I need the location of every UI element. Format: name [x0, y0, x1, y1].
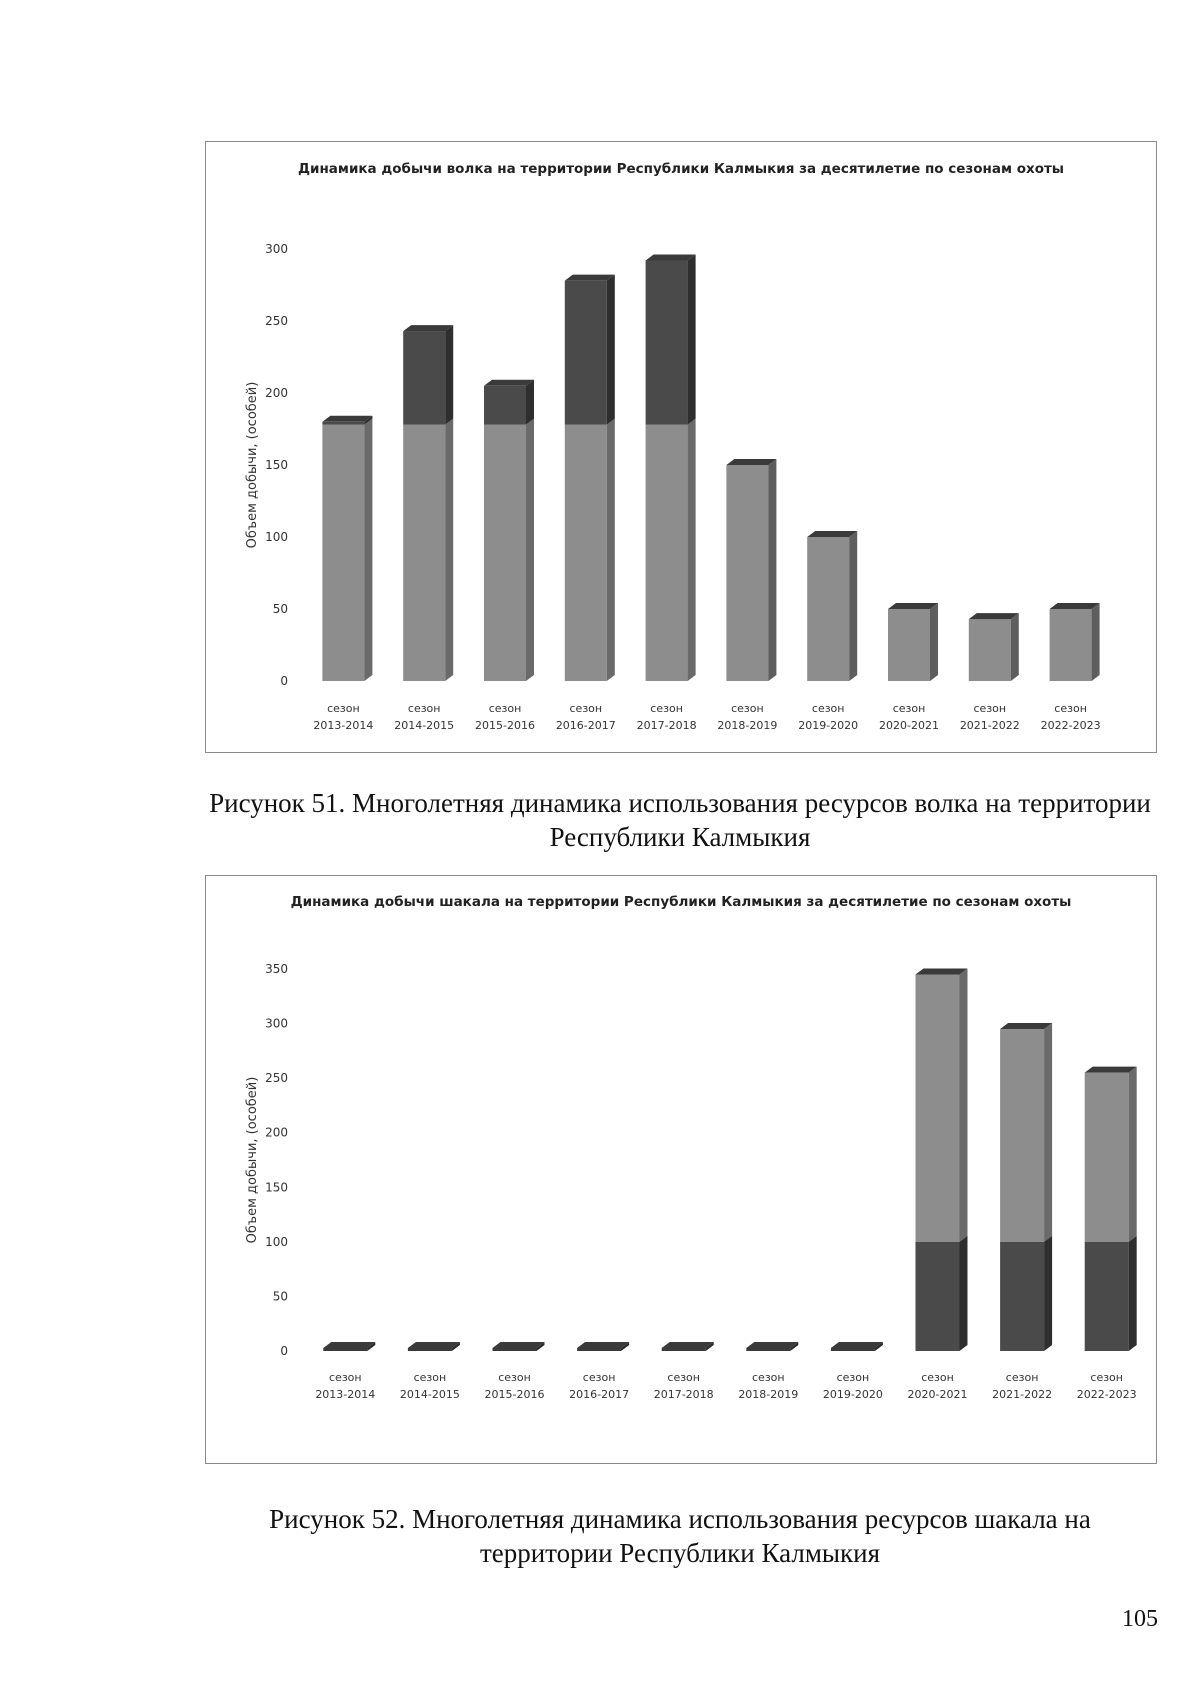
x-tick-label: 2015-2016 — [475, 719, 535, 732]
x-tick-label: 2018-2019 — [738, 1388, 799, 1401]
y-tick-label: 250 — [265, 314, 288, 328]
y-tick-label: 200 — [265, 1125, 288, 1140]
chart-title: Динамика добычи шакала на территории Республики Калмыкия за десятилетие по сезонам охоты — [290, 894, 1072, 910]
bar — [323, 1342, 375, 1351]
bar — [969, 613, 1019, 681]
x-tick-label: сезон — [582, 1371, 616, 1384]
wolf-harvest-chart — [205, 141, 1157, 753]
x-tick-label: сезон — [921, 1371, 954, 1384]
x-tick-label: сезон — [811, 702, 845, 715]
jackal-harvest-chart — [205, 875, 1157, 1464]
bar — [807, 531, 857, 681]
x-tick-label: 2020-2021 — [879, 719, 939, 732]
x-tick-label: сезон — [329, 1371, 362, 1384]
x-tick-label: 2017-2018 — [636, 719, 697, 732]
x-tick-label: сезон — [667, 1371, 700, 1384]
y-tick-label: 300 — [265, 242, 288, 256]
x-tick-label: сезон — [1005, 1371, 1039, 1384]
x-tick-label: 2016-2017 — [569, 1388, 630, 1401]
y-tick-label: 200 — [265, 386, 288, 400]
y-tick-label: 300 — [265, 1016, 288, 1031]
jackal-harvest-plot — [206, 876, 1156, 1463]
y-tick-label: 150 — [265, 1180, 288, 1195]
x-tick-label: сезон — [731, 702, 764, 715]
x-tick-label: 2016-2017 — [555, 719, 616, 732]
y-tick-label: 350 — [265, 962, 288, 976]
x-tick-label: 2014-2015 — [399, 1388, 460, 1401]
bar — [1050, 603, 1100, 681]
y-tick-label: 50 — [272, 1289, 288, 1304]
page-number: 105 — [1122, 1606, 1158, 1632]
bar — [403, 325, 453, 681]
bar — [565, 275, 615, 681]
x-tick-label: сезон — [327, 702, 360, 715]
bar — [493, 1342, 545, 1351]
x-tick-label: сезон — [973, 702, 1007, 715]
x-tick-label: сезон — [836, 1371, 870, 1384]
y-tick-label: 50 — [272, 602, 288, 616]
bar — [322, 416, 372, 681]
x-tick-label: 2019-2020 — [798, 719, 859, 732]
bar — [746, 1342, 798, 1351]
x-tick-label: сезон — [752, 1371, 785, 1384]
x-tick-label: сезон — [892, 702, 926, 715]
x-tick-label: 2017-2018 — [653, 1388, 714, 1401]
bar — [888, 603, 938, 681]
bar — [646, 255, 696, 681]
x-tick-label: сезон — [1090, 1371, 1123, 1384]
bar — [726, 459, 776, 681]
x-tick-label: сезон — [488, 702, 522, 715]
y-tick-label: 100 — [265, 530, 288, 544]
x-tick-label: 2013-2014 — [313, 719, 374, 732]
x-tick-label: 2015-2016 — [484, 1388, 545, 1401]
bar — [831, 1342, 883, 1351]
x-tick-label: 2019-2020 — [822, 1388, 883, 1401]
x-tick-label: сезон — [569, 702, 603, 715]
x-tick-label: сезон — [407, 702, 441, 715]
y-tick-label: 100 — [265, 1234, 288, 1249]
x-tick-label: 2018-2019 — [717, 719, 778, 732]
x-tick-label: сезон — [498, 1371, 531, 1384]
bar — [916, 968, 968, 1351]
bar — [408, 1342, 460, 1351]
x-tick-label: 2022-2023 — [1040, 719, 1101, 732]
wolf-harvest-plot — [206, 142, 1156, 752]
figure-caption: Рисунок 51. Многолетняя динамика использования ресурсов волка на территории Республики Калмыкия — [209, 788, 1151, 852]
bar — [577, 1342, 629, 1351]
bar — [1085, 1067, 1137, 1351]
x-tick-label: сезон — [1054, 702, 1087, 715]
bar — [484, 380, 534, 681]
x-tick-label: 2022-2023 — [1076, 1388, 1137, 1401]
y-axis-label: Объем добычи, (особей) — [245, 381, 260, 549]
figure-caption: Рисунок 52. Многолетняя динамика использования ресурсов шакала на территории Республики Калмыкия — [269, 1504, 1091, 1568]
y-axis-label: Объем добычи, (особей) — [245, 1076, 260, 1244]
bar — [1000, 1023, 1052, 1351]
bar — [662, 1342, 714, 1351]
y-tick-label: 250 — [265, 1071, 288, 1086]
x-tick-label: 2014-2015 — [394, 719, 455, 732]
x-tick-label: 2013-2014 — [315, 1388, 376, 1401]
x-tick-label: сезон — [413, 1371, 447, 1384]
y-tick-label: 0 — [280, 674, 288, 688]
x-tick-label: 2020-2021 — [907, 1388, 968, 1401]
x-tick-label: 2021-2022 — [992, 1388, 1053, 1401]
y-tick-label: 150 — [265, 458, 288, 472]
x-tick-label: сезон — [650, 702, 683, 715]
y-tick-label: 0 — [280, 1344, 288, 1358]
chart-title: Динамика добычи волка на территории Республики Калмыкия за десятилетие по сезонам охоты — [297, 161, 1065, 177]
x-tick-label: 2021-2022 — [959, 719, 1020, 732]
